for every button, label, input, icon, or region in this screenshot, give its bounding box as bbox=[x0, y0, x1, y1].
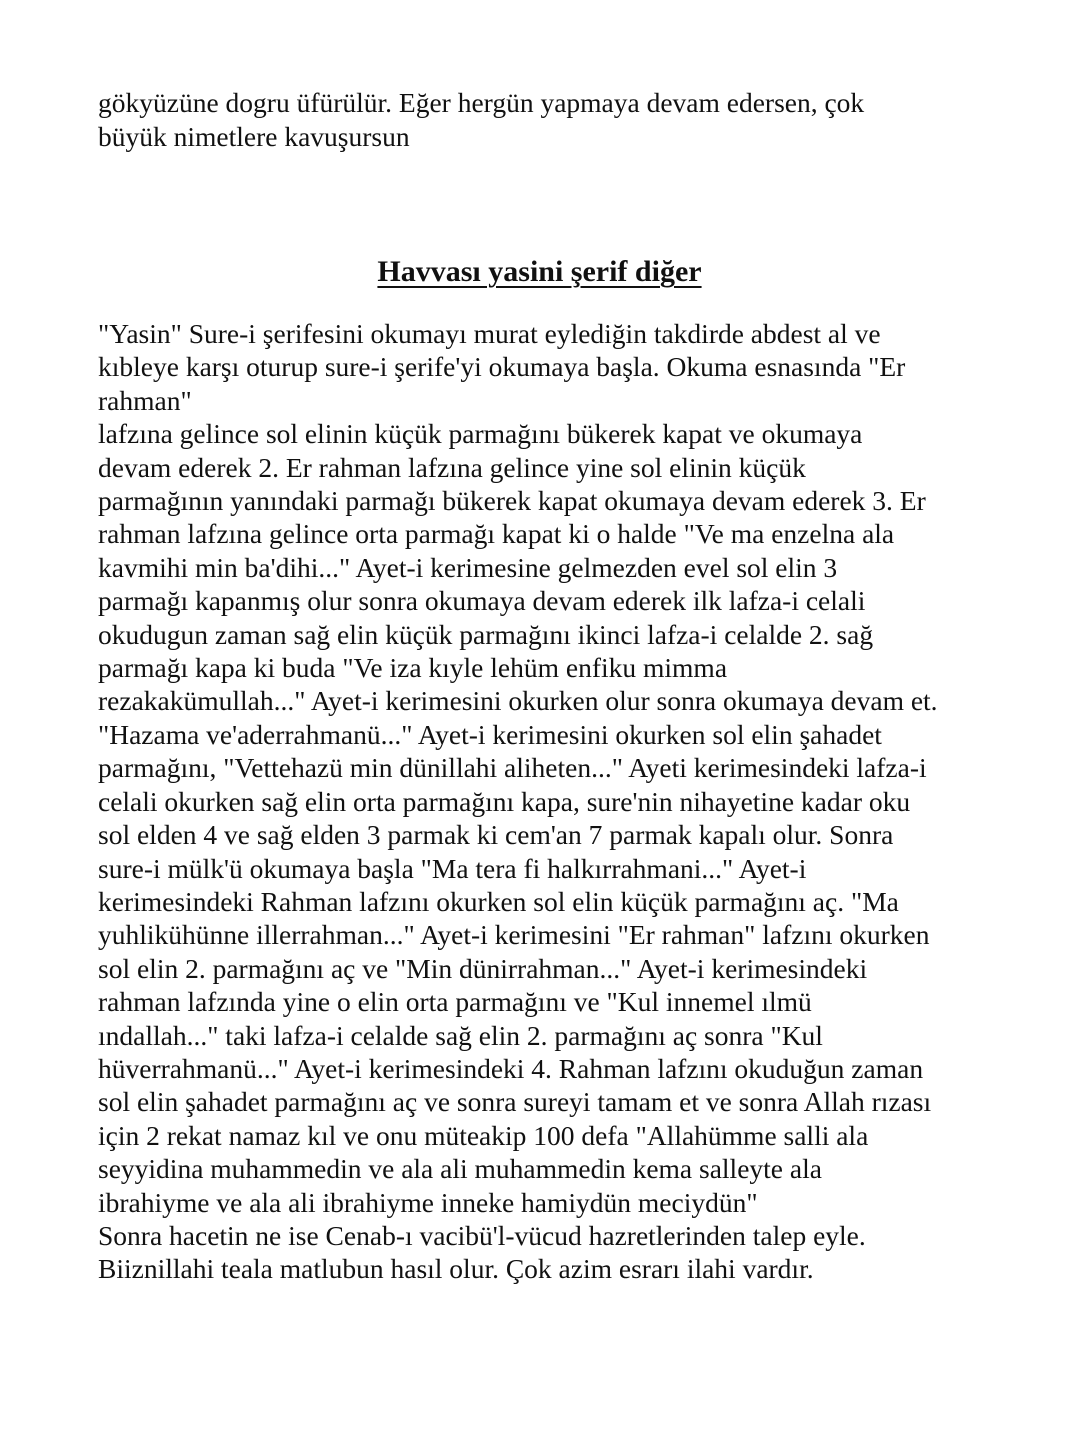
text-line: kıbleye karşı oturup sure-i şerife'yi okumaya başla. Okuma esnasında "Er bbox=[98, 351, 906, 383]
text-line: kerimesindeki Rahman lafzını okurken sol elin küçük parmağını aç. "Ma bbox=[98, 885, 899, 917]
text-line: rezakakümullah..." Ayet-i kerimesini okurken olur sonra okumaya devam et. bbox=[98, 685, 938, 717]
section-body bbox=[98, 317, 1028, 1286]
text-line: celali okurken sağ elin orta parmağını kapa, sure'nin nihayetine kadar oku bbox=[98, 785, 911, 817]
text-line: kavmihi min ba'dihi..." Ayet-i kerimesine gelmezden evel sol elin 3 bbox=[98, 551, 838, 583]
text-line: hüverrahmanü..." Ayet-i kerimesindeki 4. Rahman lafzını okuduğun zaman bbox=[98, 1052, 924, 1084]
text-line: sol elin şahadet parmağını aç ve sonra sureyi tamam et ve sonra Allah rızası bbox=[98, 1086, 932, 1118]
text-line: büyük nimetlere kavuşursun bbox=[98, 120, 410, 152]
text-line: yuhlikühünne illerrahman..." Ayet-i kerimesini "Er rahman" lafzını okurken bbox=[98, 919, 930, 951]
text-line: için 2 rekat namaz kıl ve onu müteakip 100 defa "Allahümme salli ala bbox=[98, 1119, 869, 1151]
section-heading: Havvası yasini şerif diğer bbox=[377, 255, 702, 288]
text-line: rahman lafzında yine o elin orta parmağını ve "Kul innemel ılmü bbox=[98, 986, 812, 1018]
text-line: parmağını, "Vettehazü min dünillahi aliheten..." Ayeti kerimesindeki lafza-i bbox=[98, 752, 927, 784]
text-line: Sonra hacetin ne ise Cenab-ı vacibü'l-vücud hazretlerinden talep eyle. bbox=[98, 1219, 866, 1251]
text-line: sure-i mülk'ü okumaya başla "Ma tera fi halkırrahmani..." Ayet-i bbox=[98, 852, 807, 884]
text-line: rahman" bbox=[98, 384, 192, 416]
text-line: devam ederek 2. Er rahman lafzına gelince yine sol elinin küçük bbox=[98, 451, 806, 483]
text-line: "Hazama ve'aderrahmanü..." Ayet-i kerimesini okurken sol elin şahadet bbox=[98, 718, 882, 750]
text-line: ındallah..." taki lafza-i celalde sağ elin 2. parmağını aç sonra "Kul bbox=[98, 1019, 823, 1051]
text-line: sol elin 2. parmağını aç ve "Min dünirrahman..." Ayet-i kerimesindeki bbox=[98, 952, 868, 984]
text-line: seyyidina muhammedin ve ala ali muhammedin kema salleyte ala bbox=[98, 1153, 822, 1185]
text-line: ibrahiyme ve ala ali ibrahiyme inneke hamiydün meciydün" bbox=[98, 1186, 758, 1218]
text-line: parmağı kapanmış olur sonra okumaya devam ederek ilk lafza-i celali bbox=[98, 585, 866, 617]
text-line: Biiznillahi teala matlubun hasıl olur. Çok azim esrarı ilahi vardır. bbox=[98, 1253, 814, 1285]
text-line: gökyüzüne dogru üfürülür. Eğer hergün yapmaya devam edersen, çok bbox=[98, 87, 865, 118]
text-line: lafzına gelince sol elinin küçük parmağını bükerek kapat ve okumaya bbox=[98, 418, 863, 450]
text-line: rahman lafzına gelince orta parmağı kapat ki o halde "Ve ma enzelna ala bbox=[98, 518, 895, 550]
text-line: "Yasin" Sure-i şerifesini okumayı murat eylediğin takdirde abdest al ve bbox=[98, 318, 881, 349]
text-line: okudugun zaman sağ elin küçük parmağını ikinci lafza-i celalde 2. sağ bbox=[98, 618, 874, 650]
continued-paragraph bbox=[98, 86, 998, 153]
text-line: sol elden 4 ve sağ elden 3 parmak ki cem'an 7 parmak kapalı olur. Sonra bbox=[98, 819, 894, 851]
text-line: parmağının yanındaki parmağı bükerek kapat okumaya devam ederek 3. Er bbox=[98, 485, 926, 517]
text-line: parmağı kapa ki buda "Ve iza kıyle lehüm enfiku mimma bbox=[98, 652, 728, 684]
